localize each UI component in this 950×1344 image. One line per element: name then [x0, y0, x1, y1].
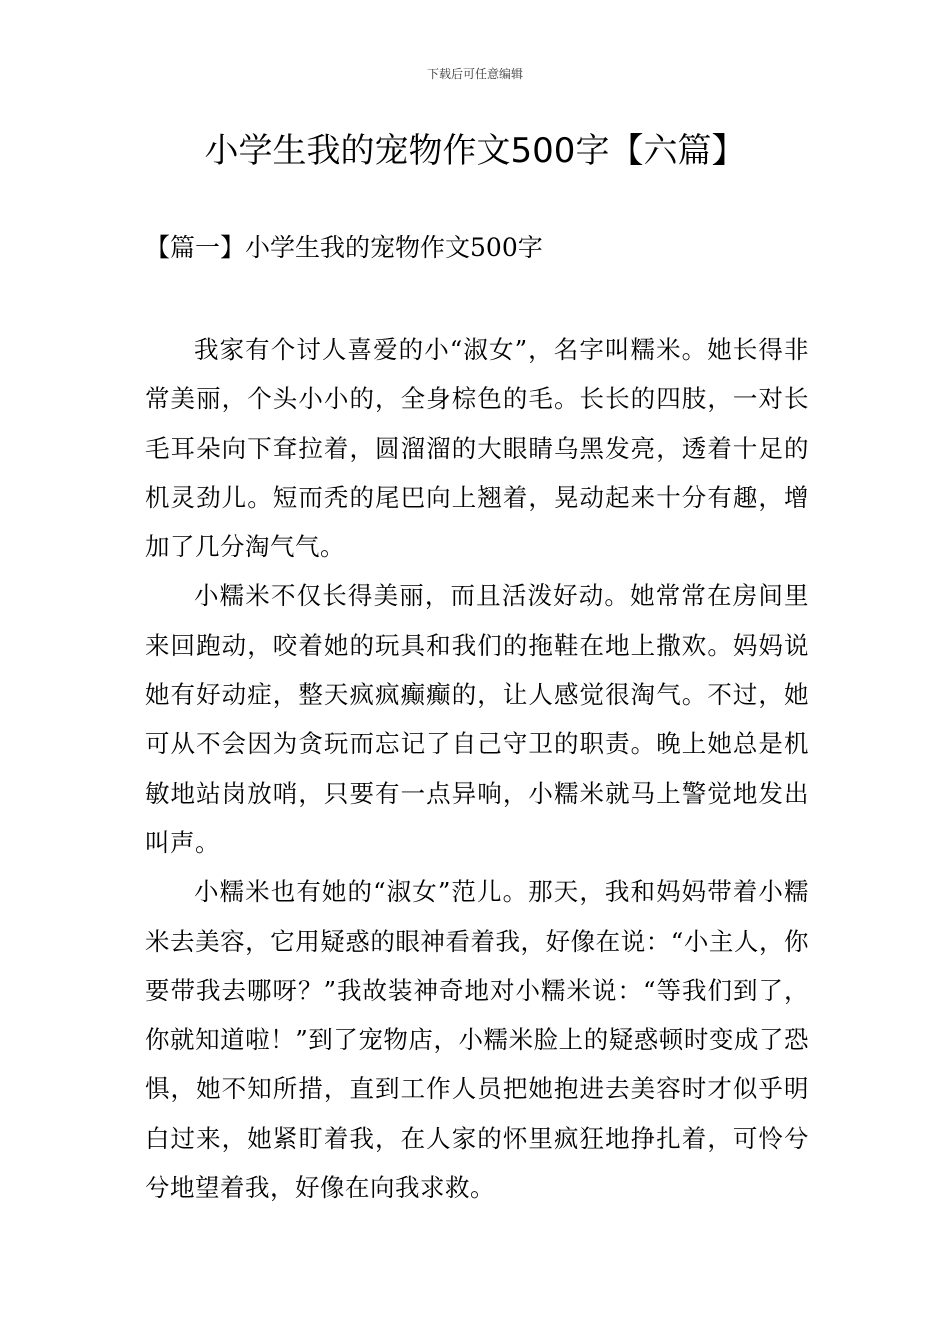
document-title: 小学生我的宠物作文500字【六篇】: [204, 131, 746, 171]
paragraph-3: 小糯米也有她的“淑女”范儿。那天，我和妈妈带着小糯米去美容，它用疑惑的眼神看着我，好像在说：“小主人，你要带我去哪呀？”我故装神奇地对小糯米说：“等我们到了，你就知道啦！”到了宠物店，小糯米脸上的疑惑顿时变成了恐惧，她不知所措，直到工作人员把她抱进去美容时才似乎明白过来，她紧盯着我，在人家的怀里疯狂地挣扎着，可怜兮兮地望着我，好像在向我求救。: [145, 877, 809, 1203]
header-note: 下载后可任意编辑: [426, 67, 523, 81]
essay-body: [145, 325, 809, 1212]
section-heading: 【篇一】小学生我的宠物作文500字: [145, 233, 543, 262]
paragraph-2: 小糯米不仅长得美丽，而且活泼好动。她常常在房间里来回跑动，咬着她的玩具和我们的拖鞋在地上撒欢。妈妈说她有好动症，整天疯疯癫癫的，让人感觉很淘气。不过，她可从不会因为贪玩而忘记了自己守卫的职责。晚上她总是机敏地站岗放哨，只要有一点异响，小糯米就马上警觉地发出叫声。: [145, 581, 809, 857]
paragraph-1: 我家有个讨人喜爱的小“淑女”，名字叫糯米。她长得非常美丽，个头小小的，全身棕色的毛。长长的四肢，一对长毛耳朵向下耷拉着，圆溜溜的大眼睛乌黑发亮，透着十足的机灵劲儿。短而秃的尾巴向上翘着，晃动起来十分有趣，增加了几分淘气气。: [145, 335, 809, 562]
